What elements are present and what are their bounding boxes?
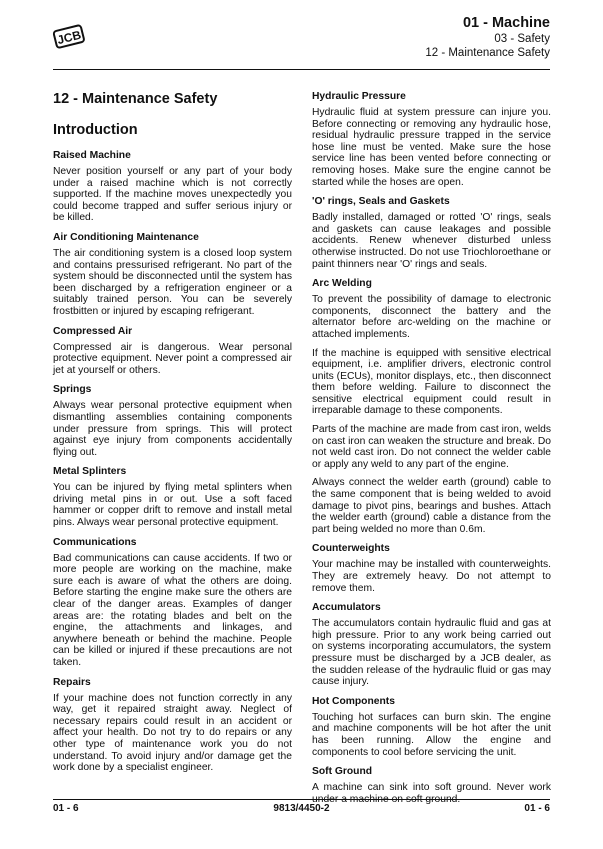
- page-title: 12 - Maintenance Safety: [53, 91, 218, 107]
- jcb-logo-icon: [52, 24, 86, 50]
- section-heading: Counterweights: [312, 543, 390, 555]
- section-counterweights: [312, 542, 551, 594]
- section-heading: 'O' rings, Seals and Gaskets: [312, 196, 450, 208]
- running-header: [425, 14, 550, 60]
- section-paragraph: Touching hot surfaces can burn skin. The engine and machine components will be hot after the unit has been running. Allow the engine and components to cool before servicing the unit.: [312, 711, 551, 758]
- section-o-rings-seals-and-gaskets: [312, 195, 551, 270]
- section-paragraph: Never position yourself or any part of your body under a raised machine which is not correctly supported. If the machine moves unexpectedly you could become trapped and suffer serious injury or be killed.: [53, 166, 292, 224]
- left-sections: [53, 149, 292, 774]
- svg-text:JCB: JCB: [55, 27, 83, 48]
- section-heading: Hydraulic Pressure: [312, 91, 406, 102]
- section-metal-splinters: [53, 465, 292, 528]
- section-compressed-air: [53, 325, 292, 377]
- section-heading: Communications: [53, 536, 137, 548]
- header-section: 03 - Safety: [494, 33, 550, 45]
- footer-doc-number: 9813/4450-2: [273, 803, 330, 814]
- section-paragraph: Always connect the welder earth (ground) cable to the same component that is being welded to avoid damage to pivot pins, bearings and bushes. Attach the welder earth (ground) cable a distance from the part being welded no more than 0.6m.: [312, 477, 551, 535]
- section-hot-components: [312, 695, 551, 758]
- header-divider: [53, 69, 550, 70]
- intro-heading: Introduction: [53, 122, 138, 138]
- section-hydraulic-pressure: [312, 90, 551, 188]
- section-communications: [53, 536, 292, 669]
- footer-page-left: 01 - 6: [53, 803, 79, 814]
- section-paragraph: Bad communications can cause accidents. If two or more people are working on the machine, make sure each is aware of what the others are doing. Before starting the engine make sure the others are clear of the danger areas. Examples of danger areas are: the rotating blades and belt on the engine, the attachments and linkages, and anywhere beneath or behind the machine. People can be killed or injured if these precautions are not taken.: [53, 552, 292, 668]
- right-column: [312, 90, 551, 812]
- left-column: [53, 90, 292, 781]
- section-heading: Accumulators: [312, 602, 381, 614]
- section-heading: Air Conditioning Maintenance: [53, 231, 199, 243]
- section-paragraph: Hydraulic fluid at system pressure can injure you. Before connecting or removing any hydraulic hose, residual hydraulic pressure trapped in the service hose line must be vented. Make sure the hose service line has been vented before connecting or removing hoses. Make sure the engine cannot be started while the hoses are open.: [312, 107, 551, 188]
- section-arc-welding: [312, 277, 551, 535]
- section-air-conditioning-maintenance: [53, 231, 292, 318]
- section-heading: Compressed Air: [53, 325, 133, 337]
- header-subsection: 12 - Maintenance Safety: [425, 47, 550, 59]
- footer-page-right: 01 - 6: [524, 803, 550, 814]
- section-heading: Repairs: [53, 676, 91, 688]
- section-paragraph: If your machine does not function correctly in any way, get it repaired straight away. Neglect of necessary repairs could result in an accident or affect your health. Do not try to do repairs or any other type of maintenance work you do not understand. To avoid injury and/or damage get the work done by a specialist engineer.: [53, 692, 292, 774]
- footer-divider: [53, 799, 550, 800]
- section-accumulators: [312, 601, 551, 688]
- section-paragraph: Compressed air is dangerous. Wear personal protective equipment. Never point a compressed air jet at yourself or others.: [53, 341, 292, 376]
- section-paragraph: Always wear personal protective equipment when dismantling assemblies containing components under pressure from springs. This will protect against eye injury from components accidentally flying out.: [53, 400, 292, 458]
- section-heading: Raised Machine: [53, 150, 131, 161]
- header-chapter: 01 - Machine: [462, 15, 550, 31]
- section-heading: Metal Splinters: [53, 466, 127, 478]
- section-heading: Soft Ground: [312, 766, 373, 778]
- section-paragraph: If the machine is equipped with sensitive electrical equipment, i.e. amplifier drivers, electronic control units (ECUs), monitor displays, etc., then disconnect them before welding. Failure to disconnect the sensitive electrical equipment could result in irreparable damage to these components.: [312, 347, 551, 417]
- section-paragraph: Your machine may be installed with counterweights. They are extremely heavy. Do not attempt to remove them.: [312, 559, 551, 594]
- section-heading: Arc Welding: [312, 278, 372, 290]
- section-paragraph: Parts of the machine are made from cast iron, welds on cast iron can weaken the structure and break. Do not weld cast iron. Do not connect the welder cable or apply any weld to any part of the engine.: [312, 424, 551, 470]
- right-sections: [312, 90, 551, 805]
- section-raised-machine: [53, 149, 292, 224]
- section-paragraph: A machine can sink into soft ground. Never work under a machine on soft ground.: [312, 782, 551, 805]
- section-repairs: [53, 676, 292, 774]
- section-paragraph: The air conditioning system is a closed loop system and contains pressurised refrigerant. No part of the system should be disconnected until the system has been discharged by a refrigeration engineer or a suitably trained person. You can be severely frostbitten or injured by escaping refrigerant.: [53, 247, 292, 317]
- section-springs: [53, 383, 292, 458]
- section-paragraph: The accumulators contain hydraulic fluid and gas at high pressure. Prior to any work being carried out on systems incorporating accumulators, the system pressure must be discharged by a JCB dealer, as the sudden release of the hydraulic fluid or gas may cause injury.: [312, 618, 551, 688]
- section-paragraph: To prevent the possibility of damage to electronic components, disconnect the battery and the alternator before arc-welding on the machine or attached implements.: [312, 294, 551, 340]
- section-paragraph: Badly installed, damaged or rotted 'O' rings, seals and gaskets can cause leakages and possible accidents. Renew whenever disturbed unless otherwise instructed. Do not use Triochloroethane or paint thinners near 'O' rings and seals.: [312, 212, 551, 270]
- section-heading: Hot Components: [312, 695, 395, 707]
- section-heading: Springs: [53, 384, 92, 396]
- section-paragraph: You can be injured by flying metal splinters when driving metal pins in or out. Use a soft faced hammer or copper drift to remove and install metal pins. Always wear personal protective equipment.: [53, 482, 292, 529]
